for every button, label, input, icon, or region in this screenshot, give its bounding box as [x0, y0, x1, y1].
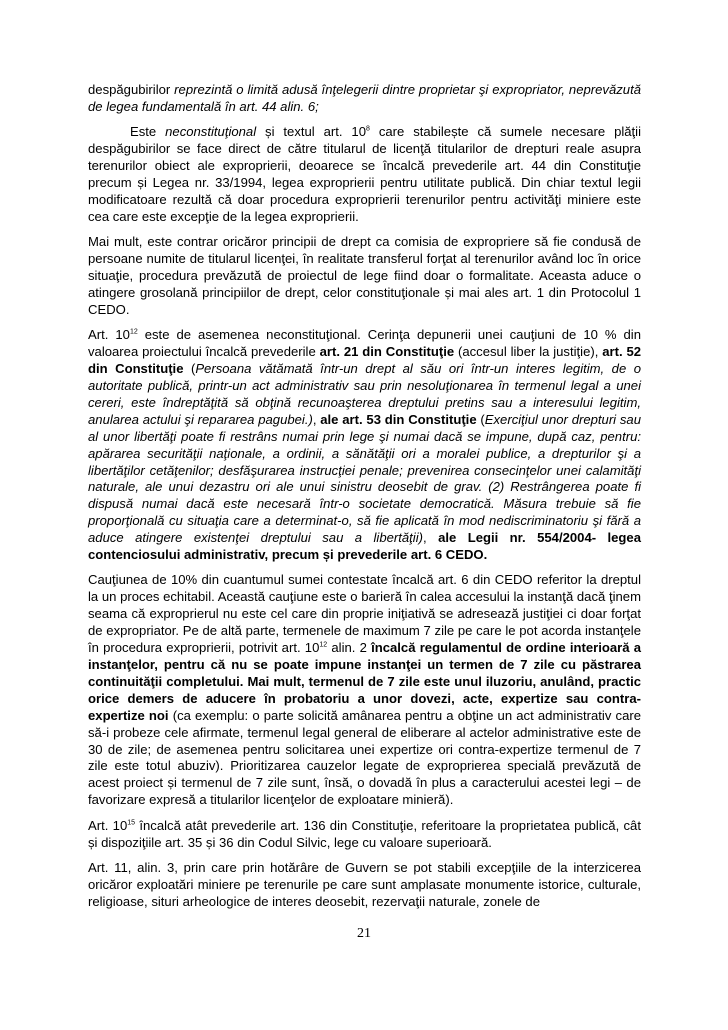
italic-run: Persoana vătămată într-un drept al său ori într-un interes legitim, de o autoritate publică, printr-un act administrativ sau prin nesoluţionarea în termenul legal a unei cereri, este îndreptăţită să obţină recunoaşterea dreptului pretins sau a interesului legitim, anularea actului şi repararea pagubei.): [88, 361, 641, 427]
paragraph-6: [88, 818, 641, 852]
paragraph-2: [88, 124, 641, 225]
italic-run: reprezintă o limită adusă înţelegerii dintre proprietar şi expropriator, neprevăzută de legea fundamentală în art. 44 alin. 6;: [88, 82, 641, 114]
bold-run: ale Legii nr. 554/2004- legea contenciosului administrativ, precum și prevederile art. 6 CEDO.: [88, 530, 641, 563]
text-run: și textul art. 10: [256, 124, 367, 140]
bold-run: art. 21 din Constituţie: [319, 344, 455, 360]
text-run: ,: [312, 411, 321, 427]
superscript-run: 12: [129, 328, 138, 336]
text-run: încalcă atât prevederile art. 136 din Constituţie, referitoare la proprietatea publică, cât și dispoziţiile art. 35 și 36 din Codul Silvic, lege cu valoare superioară.: [88, 817, 641, 850]
text-run: alin. 2: [327, 640, 372, 656]
italic-run: neconstituţional: [165, 124, 257, 140]
text-run: Art. 10: [88, 817, 128, 833]
superscript-run: 12: [319, 641, 328, 649]
document-body: [88, 82, 641, 919]
page-number: 21: [357, 926, 371, 941]
text-run: despăgubirilor: [88, 82, 175, 97]
text-run: (ca exemplu: o parte solicită amânarea pentru a obţine un act administrativ care să-i probeze cele afirmate, termenul legal general de eliberare al actelor administrative este de 30 de zile; de asemenea pentru solicitarea unei expertize ori contra-expertize termenul de 7 zile este totul abuziv). Prioritizarea cauzelor legate de exproprierea specială prevăzută de acest proiect și termenul de 7 zile sunt, însă, o dovadă în plus a caracterului acestei legi – de favorizare expresă a titularilor licenţelor de exploatare minieră).: [88, 707, 641, 808]
bold-run: ale art. 53 din Constituţie: [320, 411, 477, 427]
text-run: Art. 11, alin. 3, prin care prin hotărâre de Guvern se pot stabili excepţiile de la interzicerea oricăror exploatări miniere pe terenurile pe care sunt amplasate monumente istorice, culturale, religioase, situri arheologice de interes deosebit, rezervaţii naturale, zonele de: [88, 859, 641, 909]
paragraph-5: [88, 572, 641, 809]
text-run: ,: [422, 530, 439, 546]
paragraph-3: [88, 234, 641, 319]
bold-run: încalcă regulamentul de ordine interioară a instanţelor, pentru că nu se poate impune instanţei un termen de 7 zile cu păstrarea continuităţii completului. Mai mult, termenul de 7 zile este unul iluzoriu, anulând, practic orice demers de aducere în probatoriu a unor dovezi, acte, expertize sau contra-expertize noi: [88, 640, 641, 723]
bold-run: art. 52 din Constituţie: [88, 344, 642, 377]
superscript-run: 15: [127, 819, 136, 827]
text-run: este de asemenea neconstituţional. Cerinţa depunerii unei cauţiuni de 10 % din valoarea proiectului încalcă prevederile: [88, 327, 641, 360]
paragraph-7: [88, 860, 641, 911]
paragraph-1: [88, 82, 641, 116]
text-run: Este: [130, 124, 166, 140]
italic-run: Exerciţiul unor drepturi sau al unor libertăţi poate fi restrâns numai prin lege şi numai dacă se impune, după caz, pentru: apărarea securităţii naţionale, a ordinii, a sănătăţii ori a moralei publice, a drepturilor şi a libertăţilor cetăţenilor; desfăşurarea instrucţiei penale; prevenirea consecinţelor unei calamităţi naturale, ale unui dezastru ori ale unui sinistru deosebit de grav. (2) Restrângerea poate fi dispusă numai dacă este necesară într-o societate democratică. Măsura trebuie să fie proporţională cu situaţia care a determinat-o, să fie aplicată în mod nediscriminatoriu şi fără a aduce atingere existenţei dreptului sau a libertăţii): [88, 411, 642, 546]
text-run: (accesul liber la justiţie),: [454, 344, 603, 360]
text-run: care stabilește că sumele necesare plăţii despăgubirilor se face direct de către titularul de licenţă titularilor de drepturi reale asupra terenurilor obiect ale exproprierii, deoarece se încalcă prevederile art. 44 din Constituţie precum și Legea nr. 33/1994, legea exproprierii pentru utilitate publică. Din chiar textul legii modificatoare rezultă că doar procedura exproprierii terenurilor pentru activităţi miniere este cea care este excepţie de la legea exproprierii.: [88, 124, 642, 224]
text-run: Cauţiunea de 10% din cuantumul sumei contestate încalcă art. 6 din CEDO referitor la dreptul la un proces echitabil. Această cauţiune este o barieră în calea accesului la instanţă dacă ţinem seama că exproprierul nu este cel care din proprie iniţiativă se adresează justiţiei ci doar forţat de expropriator. Pe de altă parte, termenele de maximum 7 zile pe care le pot acorda instanţele în procedura exproprierii, potrivit art. 10: [88, 572, 641, 656]
superscript-run: 8: [366, 125, 370, 133]
text-run: (: [183, 361, 196, 377]
text-run: Art. 10: [88, 327, 130, 343]
paragraph-4: [88, 327, 641, 564]
text-run: Mai mult, este contrar oricăror principii de drept ca comisia de expropriere să fie condusă de persoane numite de titularul licenţei, în realitate transferul forţat al terenurilor având loc în orice situaţie, procedura prevăzută de proiectul de lege fiind doar o formalitate. Aceasta aduce o atingere grosolană principiilor de drept, celor constituţionale și mai ales art. 1 din Protocolul 1 CEDO.: [88, 234, 641, 317]
text-run: (: [476, 411, 485, 427]
